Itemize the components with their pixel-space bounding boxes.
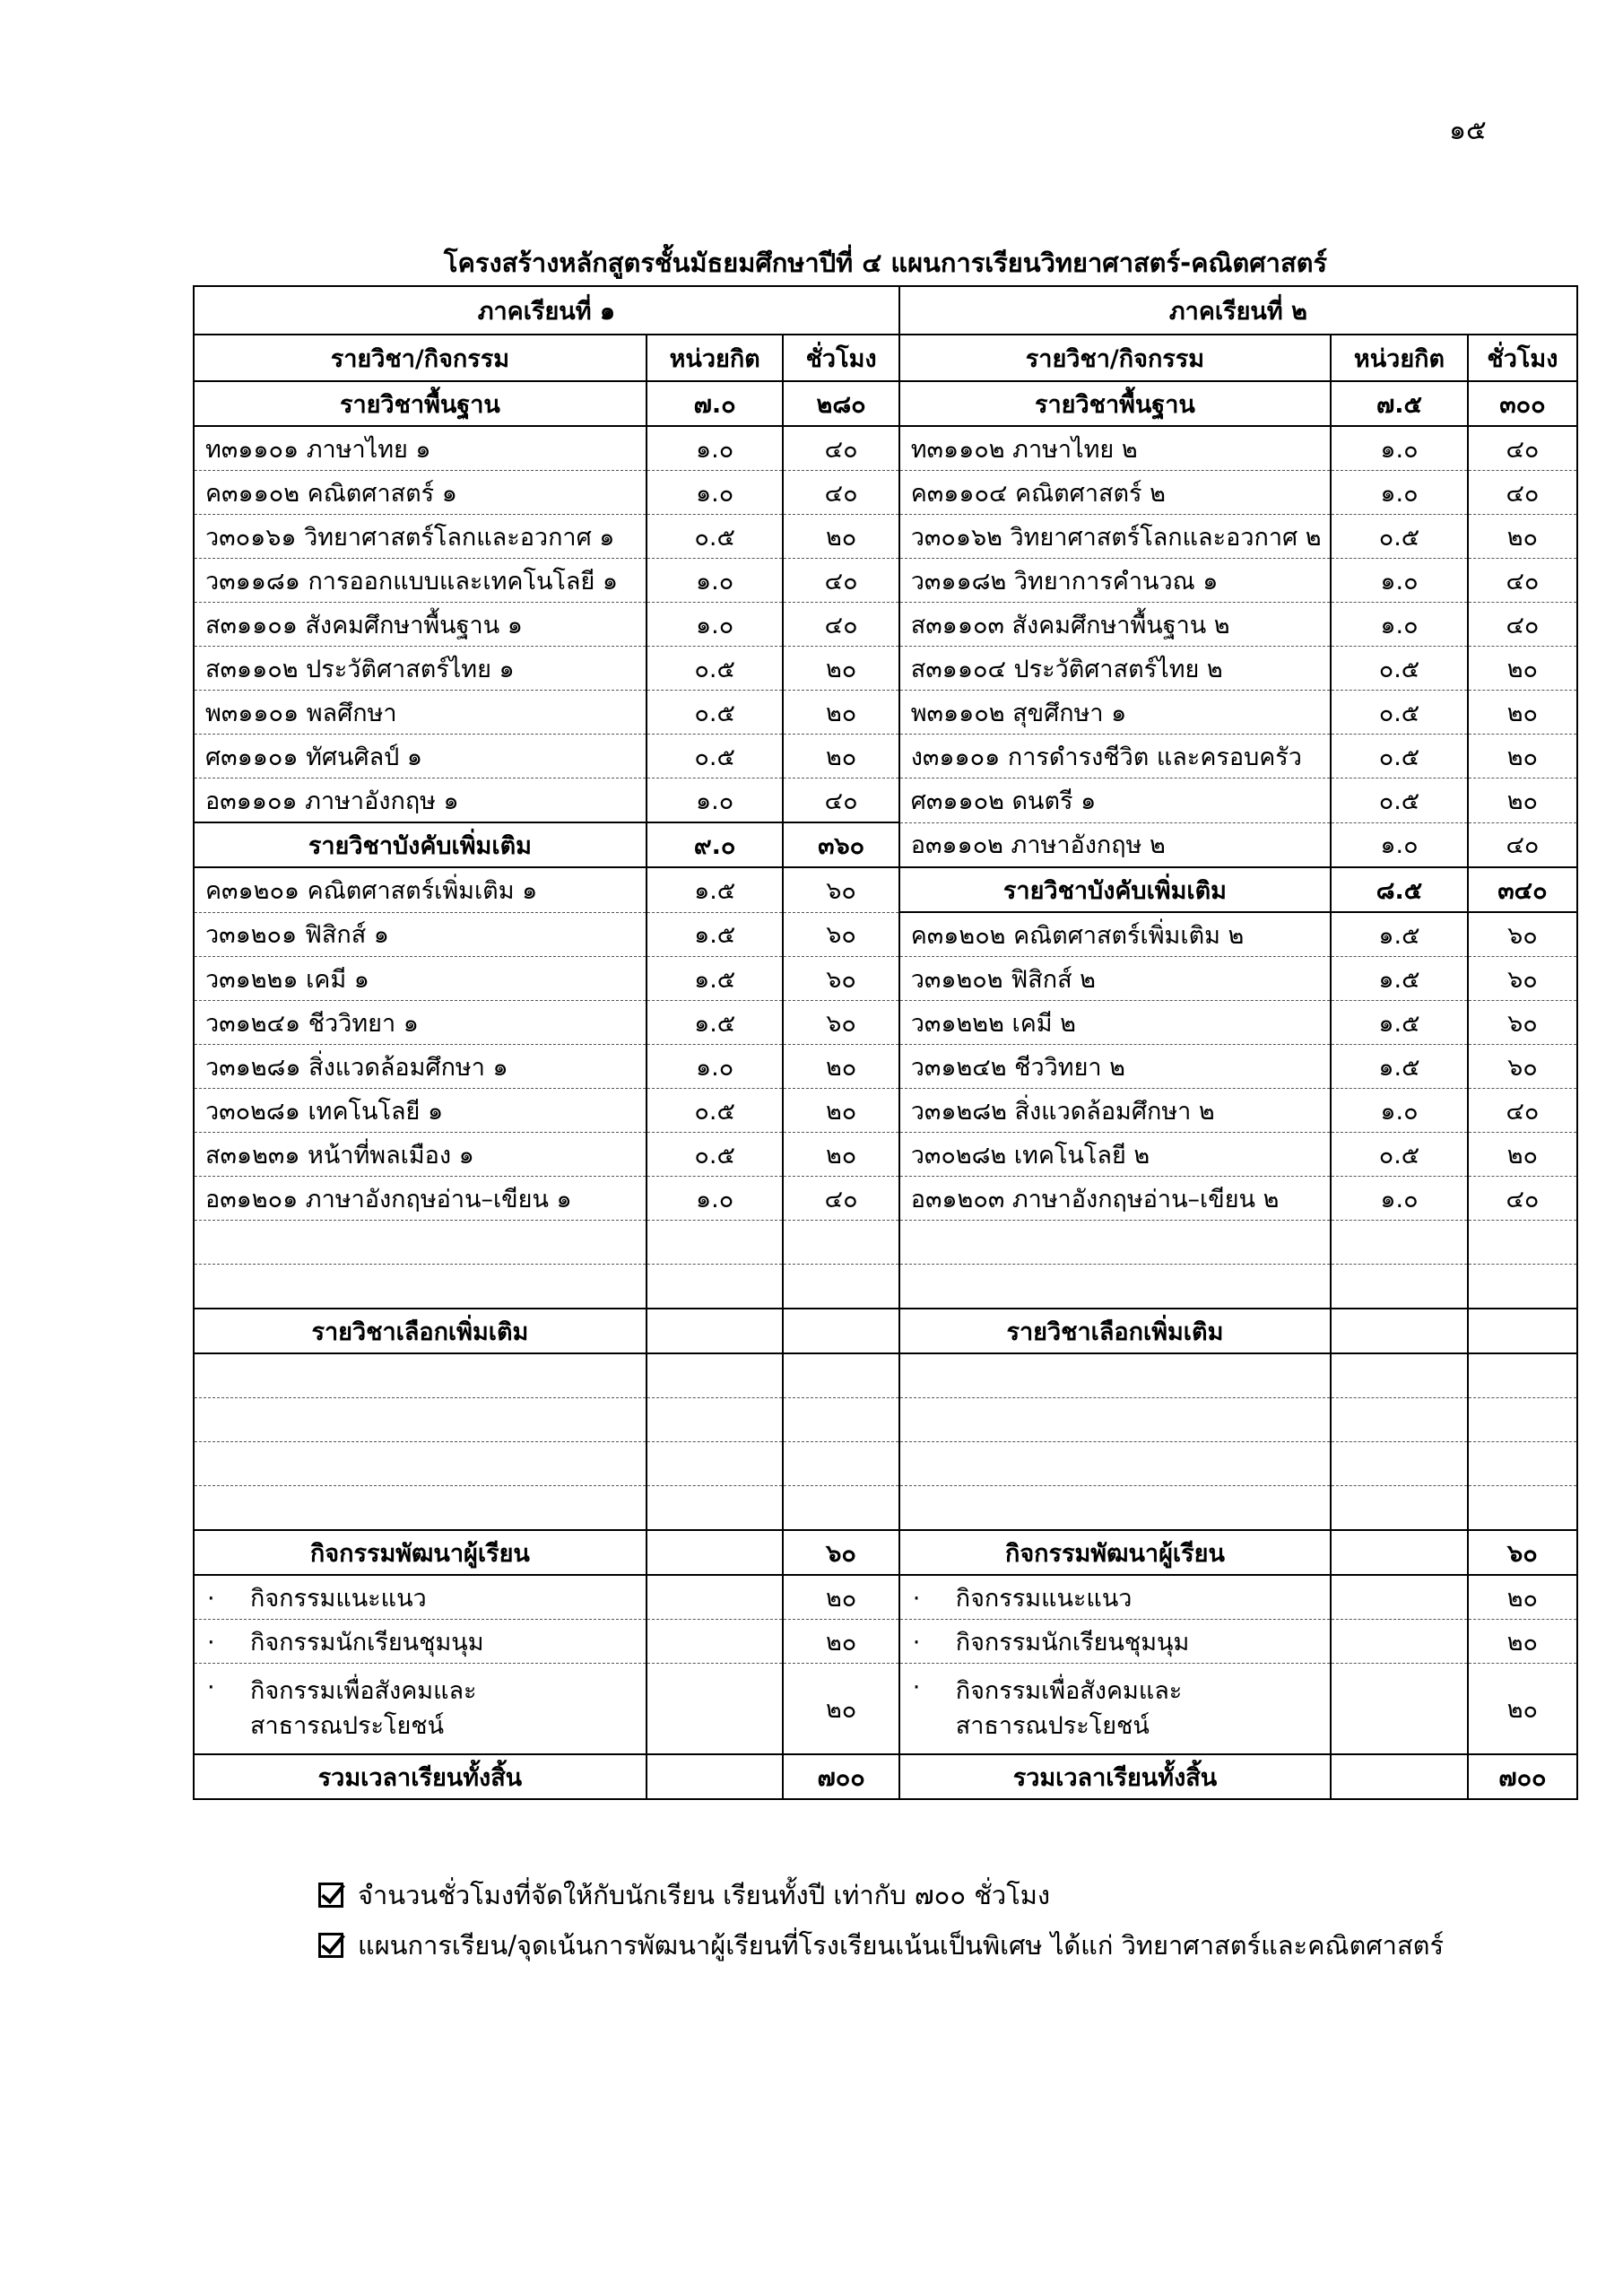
credits-cell: ๐.๕ — [1331, 515, 1468, 559]
subject-cell: รวมเวลาเรียนทั้งสิ้น — [194, 1754, 647, 1799]
note-text: จำนวนชั่วโมงที่จัดให้กับนักเรียน เรียนทั้งปี เท่ากับ ๗๐๐ ชั่วโมง — [358, 1880, 1051, 1910]
table-row — [194, 867, 1577, 912]
subject-cell — [899, 1442, 1331, 1486]
hours-cell: ๒๐ — [1468, 1664, 1577, 1755]
hours-cell: ๒๐ — [1468, 1575, 1577, 1620]
hours-cell: ๒๐ — [1468, 515, 1577, 559]
hours-cell: ๒๐ — [783, 1664, 898, 1755]
subject-cell — [899, 1575, 1331, 1620]
hours-cell: ๖๐ — [783, 1530, 898, 1575]
credits-cell: ๘.๕ — [1331, 867, 1468, 912]
hours-cell — [1468, 1309, 1577, 1353]
page-number: ๑๕ — [1449, 115, 1487, 146]
subject-column-header: รายวิชา/กิจกรรม — [194, 335, 647, 381]
hours-cell: ๔๐ — [783, 603, 898, 647]
hours-cell: ๒๐ — [783, 1089, 898, 1133]
credits-cell: ๑.๕ — [1331, 912, 1468, 957]
table-row — [194, 1754, 1577, 1799]
subject-cell: ว๓๑๒๔๑ ชีววิทยา ๑ — [194, 1001, 647, 1045]
bullet-icon: · — [912, 1628, 921, 1657]
credits-column-header: หน่วยกิต — [1331, 335, 1468, 381]
subject-cell: รายวิชาพื้นฐาน — [194, 381, 647, 426]
hours-cell: ๔๐ — [1468, 603, 1577, 647]
subject-cell — [899, 1620, 1331, 1664]
credits-cell — [1331, 1221, 1468, 1265]
hours-cell: ๔๐ — [1468, 559, 1577, 603]
hours-cell: ๒๐ — [783, 735, 898, 778]
credits-cell — [1331, 1664, 1468, 1755]
subject-cell — [194, 1486, 647, 1531]
subject-cell: ว๓๑๒๔๒ ชีววิทยา ๒ — [899, 1045, 1331, 1089]
credits-cell — [647, 1442, 784, 1486]
subject-cell: ว๓๑๒๘๒ สิ่งแวดล้อมศึกษา ๒ — [899, 1089, 1331, 1133]
subject-cell — [899, 1265, 1331, 1309]
credits-cell — [647, 1309, 784, 1353]
credits-cell: ๐.๕ — [647, 647, 784, 691]
table-row — [194, 778, 1577, 823]
subject-cell — [899, 1398, 1331, 1442]
credits-cell — [1331, 1442, 1468, 1486]
credits-cell: ๐.๕ — [1331, 691, 1468, 735]
hours-cell: ๔๐ — [783, 559, 898, 603]
table-row — [194, 1530, 1577, 1575]
credits-cell: ๑.๐ — [647, 778, 784, 823]
subject-column-header: รายวิชา/กิจกรรม — [899, 335, 1331, 381]
subject-cell: ค๓๑๑๐๔ คณิตศาสตร์ ๒ — [899, 471, 1331, 515]
document-title: โครงสร้างหลักสูตรชั้นมัธยมศึกษาปีที่ ๔ แผนการเรียนวิทยาศาสตร์-คณิตศาสตร์ — [443, 248, 1328, 278]
credits-cell: ๐.๕ — [647, 515, 784, 559]
credits-cell — [647, 1620, 784, 1664]
credits-cell — [647, 1530, 784, 1575]
hours-cell: ๓๖๐ — [783, 822, 898, 867]
hours-cell — [783, 1398, 898, 1442]
table-row — [194, 471, 1577, 515]
credits-cell: ๑.๐ — [647, 471, 784, 515]
subject-cell: ส๓๑๒๓๑ หน้าที่พลเมือง ๑ — [194, 1133, 647, 1177]
hours-cell: ๖๐ — [1468, 1001, 1577, 1045]
subject-cell: ว๓๐๒๘๑ เทคโนโลยี ๑ — [194, 1089, 647, 1133]
table-row — [194, 1442, 1577, 1486]
credits-cell — [1331, 1620, 1468, 1664]
hours-cell: ๒๐ — [783, 691, 898, 735]
subject-cell: ว๓๑๒๘๑ สิ่งแวดล้อมศึกษา ๑ — [194, 1045, 647, 1089]
hours-cell: ๔๐ — [783, 1177, 898, 1221]
activity-name-line-1: กิจกรรมเพื่อสังคมและ — [955, 1676, 1183, 1705]
credits-cell: ๐.๕ — [1331, 778, 1468, 823]
hours-column-header: ชั่วโมง — [783, 335, 898, 381]
hours-cell: ๖๐ — [783, 1001, 898, 1045]
subject-cell: ค๓๑๑๐๒ คณิตศาสตร์ ๑ — [194, 471, 647, 515]
subject-cell — [899, 1221, 1331, 1265]
hours-cell — [783, 1221, 898, 1265]
credits-cell: ๐.๕ — [1331, 1133, 1468, 1177]
hours-cell: ๗๐๐ — [1468, 1754, 1577, 1799]
table-row — [194, 1575, 1577, 1620]
table-row — [194, 1620, 1577, 1664]
note-text: แผนการเรียน/จุดเน้นการพัฒนาผู้เรียนที่โรงเรียนเน้นเป็นพิเศษ ได้แก่ วิทยาศาสตร์และคณิตศาสตร์ — [358, 1930, 1445, 1961]
credits-cell — [1331, 1486, 1468, 1531]
table-row — [194, 603, 1577, 647]
credits-cell — [1331, 1353, 1468, 1398]
hours-cell: ๔๐ — [1468, 1089, 1577, 1133]
hours-cell: ๒๐ — [1468, 735, 1577, 778]
table-row — [194, 426, 1577, 471]
checked-box-icon — [318, 1933, 343, 1958]
credits-cell — [1331, 1530, 1468, 1575]
credits-cell: ๑.๐ — [1331, 822, 1468, 867]
credits-cell: ๐.๕ — [647, 1133, 784, 1177]
credits-cell: ๐.๕ — [1331, 735, 1468, 778]
hours-cell: ๔๐ — [1468, 1177, 1577, 1221]
credits-cell — [647, 1754, 784, 1799]
subject-cell — [899, 1353, 1331, 1398]
credits-cell — [647, 1353, 784, 1398]
subject-cell: ศ๓๑๑๐๒ ดนตรี ๑ — [899, 778, 1331, 823]
subject-cell — [899, 1664, 1331, 1755]
hours-cell: ๒๐ — [783, 647, 898, 691]
subject-cell — [194, 1442, 647, 1486]
table-row — [194, 957, 1577, 1001]
activity-name-line-2: สาธารณประโยชน์ — [250, 1712, 445, 1740]
activity-name: กิจกรรมนักเรียนชุมนุม — [250, 1628, 484, 1657]
table-row — [194, 559, 1577, 603]
table-row — [194, 1133, 1577, 1177]
credits-cell: ๑.๕ — [647, 957, 784, 1001]
table-row — [194, 1089, 1577, 1133]
subject-cell: พ๓๑๑๐๒ สุขศึกษา ๑ — [899, 691, 1331, 735]
activity-name: กิจกรรมแนะแนว — [250, 1584, 427, 1613]
subject-cell: ว๓๑๒๐๒ ฟิสิกส์ ๒ — [899, 957, 1331, 1001]
subject-cell: อ๓๑๑๐๒ ภาษาอังกฤษ ๒ — [899, 822, 1331, 867]
subject-cell: พ๓๑๑๐๑ พลศึกษา — [194, 691, 647, 735]
table-row — [194, 1001, 1577, 1045]
table-row — [194, 647, 1577, 691]
hours-cell — [1468, 1442, 1577, 1486]
hours-cell: ๗๐๐ — [783, 1754, 898, 1799]
hours-cell: ๒๐ — [783, 1045, 898, 1089]
subject-cell — [194, 1398, 647, 1442]
subject-cell: ท๓๑๑๐๒ ภาษาไทย ๒ — [899, 426, 1331, 471]
credits-cell: ๑.๐ — [1331, 1177, 1468, 1221]
hours-cell — [783, 1309, 898, 1353]
table-row — [194, 1486, 1577, 1531]
hours-cell: ๔๐ — [783, 778, 898, 823]
hours-cell: ๖๐ — [783, 912, 898, 957]
table-row — [194, 1177, 1577, 1221]
subject-cell — [194, 1265, 647, 1309]
subject-cell: ส๓๑๑๐๒ ประวัติศาสตร์ไทย ๑ — [194, 647, 647, 691]
hours-cell: ๔๐ — [1468, 471, 1577, 515]
credits-cell: ๑.๐ — [647, 1045, 784, 1089]
credits-cell: ๑.๐ — [1331, 559, 1468, 603]
hours-cell — [1468, 1486, 1577, 1531]
credits-cell — [647, 1664, 784, 1755]
table-row — [194, 1398, 1577, 1442]
notes — [318, 1870, 1444, 1970]
credits-cell: ๑.๕ — [647, 1001, 784, 1045]
credits-cell: ๑.๐ — [1331, 426, 1468, 471]
credits-cell — [1331, 1265, 1468, 1309]
semester-2-header: ภาคเรียนที่ ๒ — [899, 286, 1577, 335]
subject-cell: ว๓๑๒๒๒ เคมี ๒ — [899, 1001, 1331, 1045]
table-row — [194, 1221, 1577, 1265]
table-row — [194, 735, 1577, 778]
subject-cell: รายวิชาบังคับเพิ่มเติม — [899, 867, 1331, 912]
bullet-icon: · — [207, 1628, 215, 1657]
table-row — [194, 822, 1577, 867]
subject-cell — [194, 1221, 647, 1265]
credits-cell: ๗.๐ — [647, 381, 784, 426]
subject-cell: ว๓๐๑๖๑ วิทยาศาสตร์โลกและอวกาศ ๑ — [194, 515, 647, 559]
table-row — [194, 1353, 1577, 1398]
hours-cell: ๒๐ — [1468, 1620, 1577, 1664]
subject-cell: ว๓๑๑๘๑ การออกแบบและเทคโนโลยี ๑ — [194, 559, 647, 603]
subject-cell: รายวิชาบังคับเพิ่มเติม — [194, 822, 647, 867]
credits-cell: ๑.๕ — [647, 912, 784, 957]
credits-cell: ๑.๐ — [1331, 471, 1468, 515]
credits-cell: ๐.๕ — [647, 735, 784, 778]
hours-cell: ๖๐ — [783, 867, 898, 912]
hours-cell: ๖๐ — [1468, 1530, 1577, 1575]
subject-cell: ท๓๑๑๐๑ ภาษาไทย ๑ — [194, 426, 647, 471]
table-row — [194, 1664, 1577, 1755]
credits-cell: ๑.๐ — [647, 559, 784, 603]
hours-cell: ๒๐ — [1468, 647, 1577, 691]
subject-cell: กิจกรรมพัฒนาผู้เรียน — [899, 1530, 1331, 1575]
table-row — [194, 1309, 1577, 1353]
bullet-icon: · — [207, 1673, 215, 1701]
credits-cell — [1331, 1575, 1468, 1620]
credits-cell: ๑.๕ — [647, 867, 784, 912]
subject-cell: อ๓๑๑๐๑ ภาษาอังกฤษ ๑ — [194, 778, 647, 823]
subject-cell — [194, 1664, 647, 1755]
credits-cell — [647, 1486, 784, 1531]
subject-cell: ส๓๑๑๐๓ สังคมศึกษาพื้นฐาน ๒ — [899, 603, 1331, 647]
subject-cell: ว๓๑๒๒๑ เคมี ๑ — [194, 957, 647, 1001]
hours-cell — [783, 1265, 898, 1309]
credits-cell — [647, 1575, 784, 1620]
credits-cell — [647, 1221, 784, 1265]
hours-cell — [783, 1486, 898, 1531]
hours-column-header: ชั่วโมง — [1468, 335, 1577, 381]
table-row — [194, 1265, 1577, 1309]
note-focus — [318, 1920, 1444, 1970]
hours-cell — [1468, 1398, 1577, 1442]
bullet-icon: · — [207, 1584, 215, 1613]
subject-cell: ว๓๑๒๐๑ ฟิสิกส์ ๑ — [194, 912, 647, 957]
subject-cell: ว๓๑๑๘๒ วิทยาการคำนวณ ๑ — [899, 559, 1331, 603]
subject-cell: ส๓๑๑๐๑ สังคมศึกษาพื้นฐาน ๑ — [194, 603, 647, 647]
credits-cell: ๐.๕ — [647, 691, 784, 735]
activity-name-line-1: กิจกรรมเพื่อสังคมและ — [250, 1676, 477, 1705]
subject-cell: ศ๓๑๑๐๑ ทัศนศิลป์ ๑ — [194, 735, 647, 778]
table-row — [194, 381, 1577, 426]
hours-cell: ๖๐ — [1468, 1045, 1577, 1089]
credits-cell: ๑.๐ — [1331, 1089, 1468, 1133]
hours-cell — [1468, 1221, 1577, 1265]
hours-cell — [783, 1353, 898, 1398]
credits-cell: ๑.๕ — [1331, 957, 1468, 1001]
credits-cell: ๑.๕ — [1331, 1001, 1468, 1045]
subject-cell: ส๓๑๑๐๔ ประวัติศาสตร์ไทย ๒ — [899, 647, 1331, 691]
bullet-icon: · — [912, 1673, 921, 1701]
activity-name: กิจกรรมแนะแนว — [955, 1584, 1133, 1613]
hours-cell: ๒๐ — [783, 515, 898, 559]
credits-column-header: หน่วยกิต — [647, 335, 784, 381]
table-row — [194, 912, 1577, 957]
hours-cell: ๖๐ — [783, 957, 898, 1001]
checked-box-icon — [318, 1883, 343, 1908]
hours-cell — [1468, 1353, 1577, 1398]
credits-cell: ๐.๕ — [1331, 647, 1468, 691]
credits-cell: ๑.๐ — [1331, 603, 1468, 647]
subject-cell: กิจกรรมพัฒนาผู้เรียน — [194, 1530, 647, 1575]
credits-cell: ๑.๐ — [647, 603, 784, 647]
note-total-hours — [318, 1870, 1444, 1920]
subject-cell: ค๓๑๒๐๒ คณิตศาสตร์เพิ่มเติม ๒ — [899, 912, 1331, 957]
activity-name-line-2: สาธารณประโยชน์ — [955, 1712, 1150, 1740]
hours-cell: ๒๐ — [1468, 691, 1577, 735]
subject-cell: รายวิชาพื้นฐาน — [899, 381, 1331, 426]
credits-cell — [1331, 1398, 1468, 1442]
activity-name: กิจกรรมนักเรียนชุมนุม — [955, 1628, 1190, 1657]
semester-1-header: ภาคเรียนที่ ๑ — [194, 286, 899, 335]
credits-cell: ๗.๕ — [1331, 381, 1468, 426]
hours-cell: ๒๐ — [1468, 778, 1577, 823]
subject-cell: ง๓๑๑๐๑ การดำรงชีวิต และครอบครัว — [899, 735, 1331, 778]
hours-cell — [1468, 1265, 1577, 1309]
credits-cell: ๙.๐ — [647, 822, 784, 867]
credits-cell — [647, 1398, 784, 1442]
hours-cell: ๓๐๐ — [1468, 381, 1577, 426]
hours-cell: ๖๐ — [1468, 912, 1577, 957]
hours-cell — [783, 1442, 898, 1486]
hours-cell: ๒๘๐ — [783, 381, 898, 426]
subject-cell: ว๓๐๑๖๒ วิทยาศาสตร์โลกและอวกาศ ๒ — [899, 515, 1331, 559]
hours-cell: ๔๐ — [783, 426, 898, 471]
hours-cell: ๒๐ — [783, 1620, 898, 1664]
hours-cell: ๒๐ — [783, 1575, 898, 1620]
credits-cell: ๑.๕ — [1331, 1045, 1468, 1089]
curriculum-table — [193, 285, 1578, 1800]
subject-cell: อ๓๑๒๐๓ ภาษาอังกฤษอ่าน–เขียน ๒ — [899, 1177, 1331, 1221]
table-row — [194, 1045, 1577, 1089]
hours-cell: ๖๐ — [1468, 957, 1577, 1001]
subject-cell: อ๓๑๒๐๑ ภาษาอังกฤษอ่าน–เขียน ๑ — [194, 1177, 647, 1221]
subject-cell — [194, 1353, 647, 1398]
hours-cell: ๔๐ — [1468, 426, 1577, 471]
credits-cell: ๑.๐ — [647, 1177, 784, 1221]
credits-cell — [1331, 1309, 1468, 1353]
subject-cell: ว๓๐๒๘๒ เทคโนโลยี ๒ — [899, 1133, 1331, 1177]
subject-cell — [194, 1575, 647, 1620]
subject-cell — [194, 1620, 647, 1664]
subject-cell — [899, 1486, 1331, 1531]
hours-cell: ๓๔๐ — [1468, 867, 1577, 912]
subject-cell: ค๓๑๒๐๑ คณิตศาสตร์เพิ่มเติม ๑ — [194, 867, 647, 912]
table-row — [194, 515, 1577, 559]
bullet-icon: · — [912, 1584, 921, 1613]
hours-cell: ๒๐ — [783, 1133, 898, 1177]
credits-cell — [1331, 1754, 1468, 1799]
hours-cell: ๔๐ — [783, 471, 898, 515]
credits-cell: ๐.๕ — [647, 1089, 784, 1133]
table-row — [194, 691, 1577, 735]
subject-cell: รวมเวลาเรียนทั้งสิ้น — [899, 1754, 1331, 1799]
subject-cell: รายวิชาเลือกเพิ่มเติม — [899, 1309, 1331, 1353]
credits-cell — [647, 1265, 784, 1309]
hours-cell: ๔๐ — [1468, 822, 1577, 867]
subject-cell: รายวิชาเลือกเพิ่มเติม — [194, 1309, 647, 1353]
credits-cell: ๑.๐ — [647, 426, 784, 471]
hours-cell: ๒๐ — [1468, 1133, 1577, 1177]
